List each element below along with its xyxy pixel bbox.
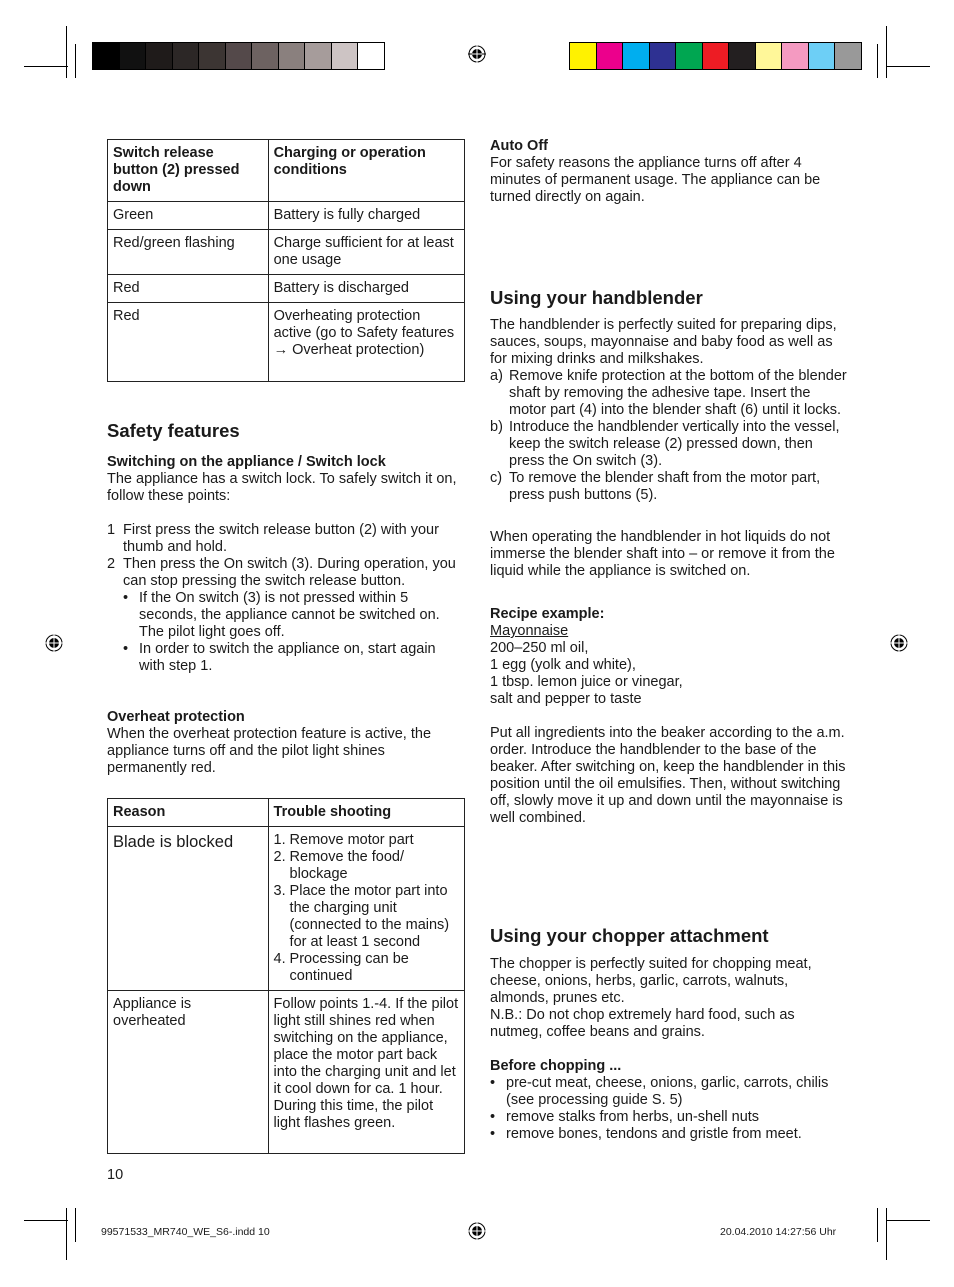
section-heading: Using your handblender	[490, 287, 703, 308]
paragraph: When operating the handblender in hot liquids do not immerse the blender shaft into – or remove it from the liquid while the appliance is switched on.	[490, 529, 835, 579]
list-item	[490, 368, 850, 419]
list-number: 3.	[273, 883, 286, 899]
bullet: •	[490, 1126, 496, 1142]
bullet: •	[123, 590, 129, 606]
color-swatch	[120, 43, 147, 69]
list-item	[490, 1126, 852, 1143]
table-cell: Red/green flashing	[108, 230, 269, 275]
paragraph: N.B.: Do not chop extremely hard food, such as nutmeg, coffee beans and grains.	[490, 1007, 795, 1040]
color-swatch	[623, 43, 650, 69]
list-text: Remove motor part	[289, 832, 414, 848]
section-heading: Using your chopper attachment	[490, 925, 769, 946]
subheading: Recipe example:	[490, 606, 605, 622]
table-cell	[268, 827, 464, 991]
lettered-list	[490, 368, 850, 504]
list-text: Introduce the handblender vertically into the vessel, keep the switch release (2) pressed down, then press the On switch (3).	[509, 419, 840, 469]
color-swatch	[93, 43, 120, 69]
color-swatch	[332, 43, 359, 69]
list-item	[274, 951, 459, 985]
table-row	[108, 202, 465, 230]
list-item	[123, 641, 459, 675]
safety-section	[107, 420, 459, 777]
list-text: Remove the food/ blockage	[289, 849, 405, 882]
color-swatch	[199, 43, 226, 69]
color-swatch	[809, 43, 836, 69]
footer-file-info: 99571533_MR740_WE_S6-.indd 10	[101, 1226, 270, 1238]
registration-mark-icon	[890, 634, 908, 652]
list-number: 1.	[273, 832, 286, 848]
table-header-cell: Switch release button (2) pressed down	[108, 140, 269, 202]
color-swatch	[279, 43, 306, 69]
table-cell: Blade is blocked	[108, 827, 269, 991]
list-number: 2.	[273, 849, 286, 865]
paragraph: Put all ingredients into the beaker according to the a.m. order. Introduce the handblender to the base of the beaker. After switching on, keep the handblender in this position until the oil emulsifies. Then, without switching off, slowly move it up and down until the mayonnaise is well combined.	[490, 725, 846, 826]
table-cell: Charge sufficient for at least one usage	[268, 230, 464, 275]
list-item	[274, 883, 459, 951]
table-header-cell: Charging or operation conditions	[268, 140, 464, 202]
list-text: Place the motor part into the charging unit (connected to the mains) for at least 1 second	[289, 883, 450, 950]
color-swatch	[756, 43, 783, 69]
list-text: First press the switch release button (2) with your thumb and hold.	[123, 522, 439, 555]
list-item	[107, 556, 459, 590]
pilot-light-table	[107, 139, 465, 382]
recipe-line: 200–250 ml oil,	[490, 640, 589, 656]
bullet: •	[123, 641, 129, 657]
list-item	[490, 470, 850, 504]
recipe-title: Mayonnaise	[490, 623, 569, 639]
list-number: 2	[107, 556, 116, 572]
subheading: Auto Off	[490, 138, 548, 154]
list-item	[274, 849, 459, 883]
list-text: Remove knife protection at the bottom of the blender shaft by removing the adhesive tape. Insert the motor part (4) into the blender shaft (6) until it locks.	[509, 368, 847, 418]
troubleshooting-table	[107, 798, 465, 1154]
subheading: Before chopping ...	[490, 1058, 622, 1074]
list-text: pre-cut meat, cheese, onions, garlic, carrots, chilis (see processing guide S. 5)	[506, 1075, 829, 1108]
registration-mark-icon	[468, 1222, 486, 1240]
color-swatch	[703, 43, 730, 69]
list-text: To remove the blender shaft from the motor part, press push buttons (5).	[509, 470, 821, 503]
subheading: Overheat protection	[107, 709, 245, 725]
color-bar-process	[569, 42, 862, 70]
list-number: 1	[107, 522, 116, 538]
auto-off-section	[490, 138, 840, 206]
numbered-list	[107, 522, 459, 590]
list-item	[490, 419, 850, 470]
color-swatch	[173, 43, 200, 69]
color-swatch	[305, 43, 332, 69]
list-item	[107, 522, 459, 556]
footer-timestamp: 20.04.2010 14:27:56 Uhr	[720, 1226, 837, 1238]
paragraph: The handblender is perfectly suited for preparing dips, sauces, soups, mayonnaise and baby food as well as for mixing drinks and milkshakes.	[490, 317, 837, 367]
bullet-list	[107, 590, 459, 675]
color-swatch	[650, 43, 677, 69]
table-row	[108, 827, 465, 991]
table-row	[108, 275, 465, 303]
color-swatch	[676, 43, 703, 69]
color-swatch	[358, 43, 384, 69]
table-cell: Battery is discharged	[268, 275, 464, 303]
color-swatch	[835, 43, 861, 69]
subheading: Switching on the appliance / Switch lock	[107, 454, 386, 470]
table-cell: Battery is fully charged	[268, 202, 464, 230]
paragraph: The chopper is perfectly suited for chopping meat, cheese, onions, herbs, garlic, carrots, walnuts, almonds, prunes etc.	[490, 956, 812, 1006]
color-swatch	[146, 43, 173, 69]
recipe-line: 1 tbsp. lemon juice or vinegar,	[490, 674, 683, 690]
color-bar-grayscale	[92, 42, 385, 70]
paragraph: For safety reasons the appliance turns off after 4 minutes of permanent usage. The appliance can be turned directly on again.	[490, 155, 821, 205]
list-item	[274, 832, 459, 849]
color-swatch	[226, 43, 253, 69]
table-cell: Follow points 1.-4. If the pilot light still shines red when switching on the appliance, place the motor part back into the charging unit and let it cool down for ca. 1 hour. During this time, the pilot light flashes green.	[268, 991, 464, 1154]
table-cell: Red	[108, 275, 269, 303]
color-swatch	[782, 43, 809, 69]
color-swatch	[252, 43, 279, 69]
numbered-list	[274, 832, 459, 985]
color-swatch	[597, 43, 624, 69]
section-heading: Safety features	[107, 420, 240, 441]
table-row	[108, 303, 465, 382]
table-row	[108, 230, 465, 275]
table-cell: Appliance is overheated	[108, 991, 269, 1154]
list-item	[123, 590, 459, 641]
list-number: 4.	[273, 951, 286, 967]
table-cell: Red	[108, 303, 269, 382]
list-text: If the On switch (3) is not pressed within 5 seconds, the appliance cannot be switched on. The pilot light goes off.	[139, 590, 440, 640]
list-letter: a)	[490, 368, 503, 384]
bullet: •	[490, 1075, 496, 1091]
color-swatch	[729, 43, 756, 69]
page-number: 10	[107, 1167, 124, 1183]
paragraph: The appliance has a switch lock. To safely switch it on, follow these points:	[107, 471, 457, 504]
list-text: remove stalks from herbs, un-shell nuts	[506, 1109, 760, 1125]
list-letter: c)	[490, 470, 503, 486]
table-cell: Green	[108, 202, 269, 230]
bullet-list	[490, 1075, 852, 1143]
chopper-section	[490, 925, 852, 1143]
list-item	[490, 1109, 852, 1126]
table-cell: Overheating protection active (go to Safety features → Overheat protection)	[268, 303, 464, 382]
registration-mark-icon	[45, 634, 63, 652]
paragraph: When the overheat protection feature is active, the appliance turns off and the pilot light shines permanently red.	[107, 726, 432, 776]
list-text: Processing can be continued	[289, 951, 409, 984]
list-text: In order to switch the appliance on, start again with step 1.	[139, 641, 436, 674]
table-row	[108, 991, 465, 1154]
list-text: remove bones, tendons and gristle from meet.	[506, 1126, 802, 1142]
table-header-cell: Reason	[108, 799, 269, 827]
registration-mark-icon	[468, 45, 486, 63]
bullet: •	[490, 1109, 496, 1125]
list-text: Then press the On switch (3). During operation, you can stop pressing the switch release button.	[123, 556, 456, 589]
recipe-line: 1 egg (yolk and white),	[490, 657, 636, 673]
table-header-cell: Trouble shooting	[268, 799, 464, 827]
recipe-line: salt and pepper to taste	[490, 691, 642, 707]
list-item	[490, 1075, 852, 1109]
list-letter: b)	[490, 419, 503, 435]
handblender-section	[490, 287, 850, 827]
table-header-row	[108, 140, 465, 202]
color-swatch	[570, 43, 597, 69]
table-header-row	[108, 799, 465, 827]
